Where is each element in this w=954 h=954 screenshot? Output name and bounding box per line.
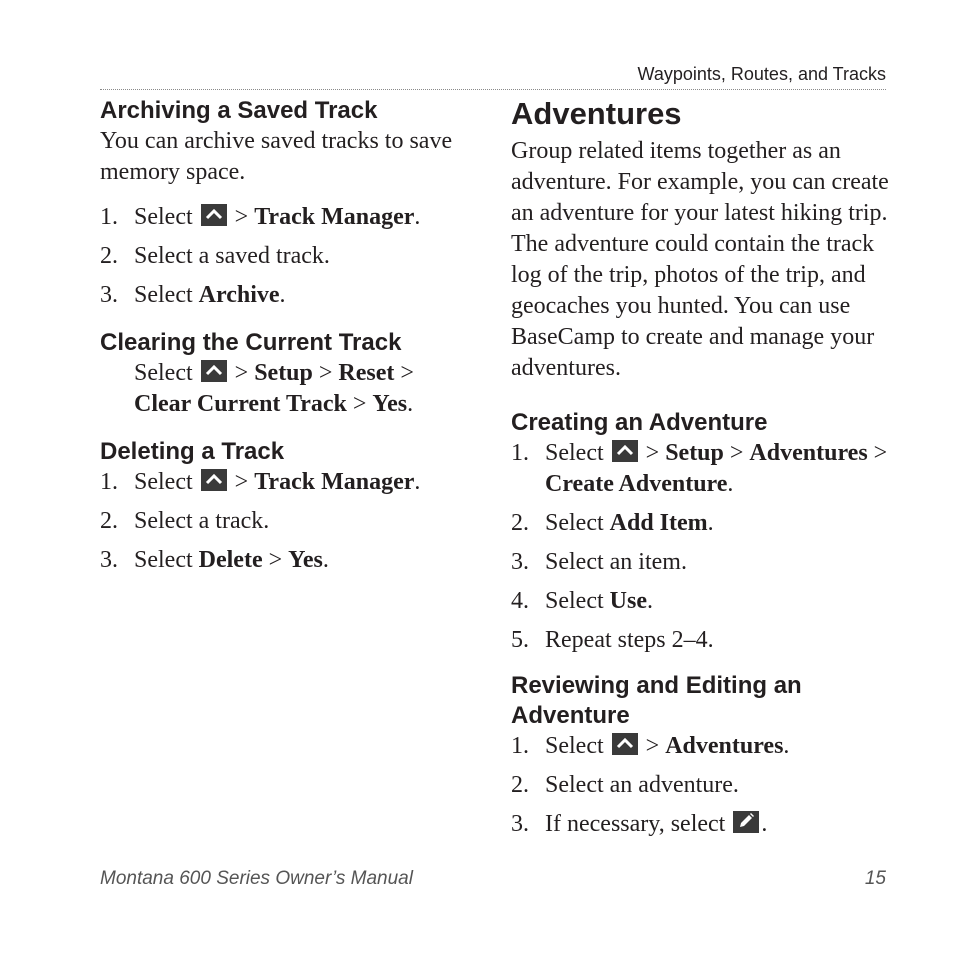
home-chevron-icon [201,360,227,382]
footer-manual-title: Montana 600 Series Owner’s Manual [100,868,413,889]
home-chevron-icon [612,440,638,462]
list-item: 2. Select a saved track. [100,243,330,269]
list-item: 2. Select a track. [100,508,270,534]
list-item: 1. Select > Track Manager. [100,204,421,230]
list-item: 2. Select an adventure. [511,772,739,798]
heading-deleting: Deleting a Track [100,438,285,465]
heading-creating: Creating an Adventure [511,409,768,436]
list-item: 3. Select Delete > Yes. [100,547,329,573]
right-column [511,96,891,840]
heading-adventures: Adventures [511,96,682,131]
list-item: 4. Select Use. [511,588,653,614]
home-chevron-icon [612,733,638,755]
heading-reviewing: Reviewing and Editing an Adventure [511,672,802,729]
archiving-intro: You can archive saved tracks to save memory space. [100,128,453,185]
list-item: 3. If necessary, select . [511,811,768,837]
clearing-instruction: Select > Setup > Reset > Clear Current Track > Yes. [134,360,414,417]
heading-clearing: Clearing the Current Track [100,329,402,356]
list-item: 2. Select Add Item. [511,510,714,536]
list-item: 5. Repeat steps 2–4. [511,627,714,653]
left-column [100,96,475,576]
list-item: 1. Select > Adventures. [511,733,790,759]
running-header: Waypoints, Routes, and Tracks [637,64,886,84]
list-item: 3. Select Archive. [100,282,286,308]
heading-archiving: Archiving a Saved Track [100,97,378,124]
page-number: 15 [864,868,886,889]
list-item: 3. Select an item. [511,549,687,575]
pencil-edit-icon [733,811,759,833]
home-chevron-icon [201,204,227,226]
home-chevron-icon [201,469,227,491]
list-item: 1. Select > Setup > Adventures > Create Adventure. [511,440,888,497]
list-item: 1. Select > Track Manager. [100,469,421,495]
header-divider [100,89,886,90]
adventures-intro: Group related items together as an adventure. For example, you can create an adventure for your latest hiking trip. The adventure could contain the track log of the trip, photos of the trip, and geocaches you hunted. You can use BaseCamp to create and manage your adventures. [511,138,889,381]
